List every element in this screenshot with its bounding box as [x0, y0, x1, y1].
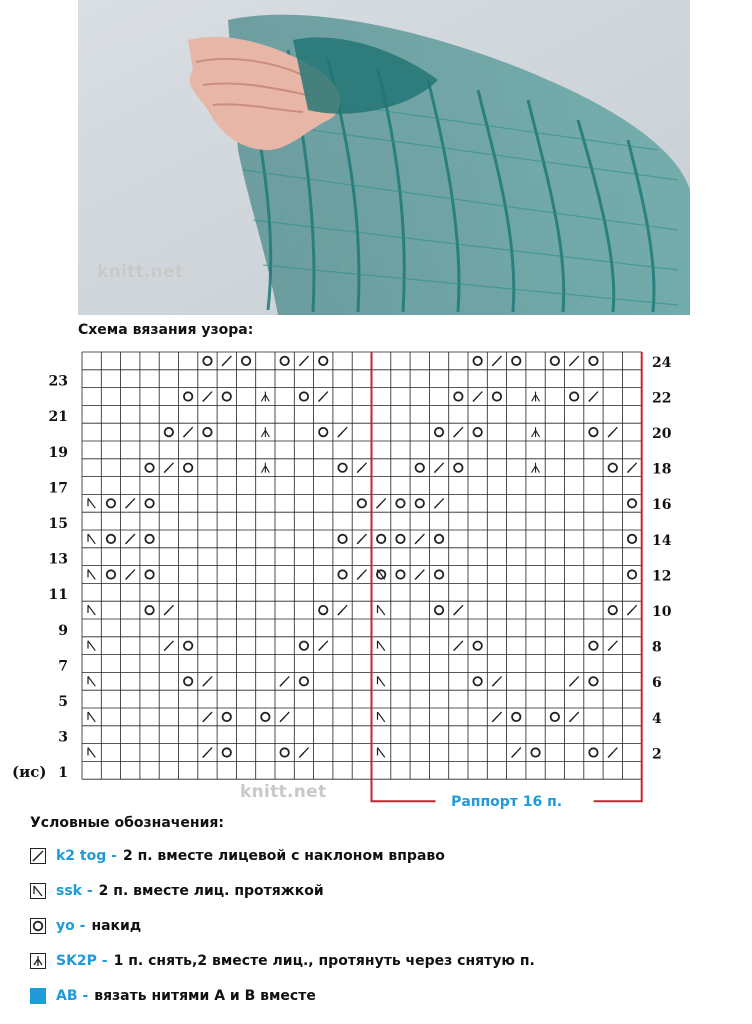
row-number-left: 21	[48, 409, 68, 426]
legend-item-ab	[30, 986, 316, 1006]
legend-title: Условные обозначения:	[30, 815, 224, 831]
row-number-right: 6	[652, 675, 662, 692]
legend-abbr: АВ -	[56, 988, 89, 1004]
photo-watermark: knitt.net	[97, 262, 184, 282]
repeat-label: Раппорт 16 п.	[451, 794, 563, 810]
legend-abbr: k2 tog -	[56, 848, 117, 864]
row-number-left: 17	[48, 480, 68, 497]
ssk-symbol-icon	[30, 883, 46, 899]
legend-abbr: yo -	[56, 918, 86, 934]
row-number-right: 8	[652, 639, 662, 656]
row-number-left: 23	[48, 373, 68, 390]
legend-item-k2tog	[30, 846, 445, 866]
chart-title: Схема вязания узора:	[78, 322, 254, 338]
row-number-left: 5	[58, 694, 68, 710]
row-number-right: 24	[652, 354, 672, 371]
legend-abbr: ssk -	[56, 883, 93, 899]
row-number-left: 19	[48, 444, 68, 461]
row-number-left: 9	[58, 622, 68, 639]
legend-item-yo	[30, 916, 141, 936]
legend-item-ssk	[30, 881, 324, 901]
row-number-right: 22	[652, 390, 672, 407]
legend-desc: 1 п. снять,2 вместе лиц., протянуть через снятую п.	[113, 953, 535, 969]
row-number-right: 10	[652, 604, 672, 620]
legend-abbr: SK2P -	[56, 953, 108, 969]
row-number-right: 20	[652, 426, 672, 442]
row-number-left: 3	[58, 729, 68, 746]
sk2p-symbol-icon	[30, 953, 46, 969]
row-number-right: 14	[652, 532, 672, 549]
row-number-right: 2	[652, 746, 662, 763]
row-number-right: 12	[652, 568, 672, 585]
row-number-left: 11	[48, 587, 68, 604]
row-number-right: 18	[652, 461, 672, 478]
ab-symbol-icon	[30, 988, 46, 1004]
row-number-left: 7	[58, 658, 68, 675]
legend-desc: накид	[91, 918, 142, 934]
yo-symbol-icon	[30, 918, 46, 934]
chart-watermark: knitt.net	[240, 782, 327, 802]
row-number-right: 4	[652, 710, 662, 727]
ic-label: (ис)	[12, 763, 47, 782]
legend-desc: 2 п. вместе лиц. протяжкой	[98, 883, 324, 899]
k2tog-symbol-icon	[30, 848, 46, 864]
legend-desc: 2 п. вместе лицевой с наклоном вправо	[122, 848, 445, 864]
row-number-left: 15	[48, 516, 68, 532]
row-number-right: 16	[652, 497, 672, 514]
knitting-chart	[0, 340, 752, 810]
row-number-left: 13	[48, 551, 68, 568]
legend-item-sk2p	[30, 951, 535, 971]
legend-desc: вязать нитями А и В вместе	[94, 988, 316, 1004]
row-number-left: 1	[58, 765, 68, 782]
